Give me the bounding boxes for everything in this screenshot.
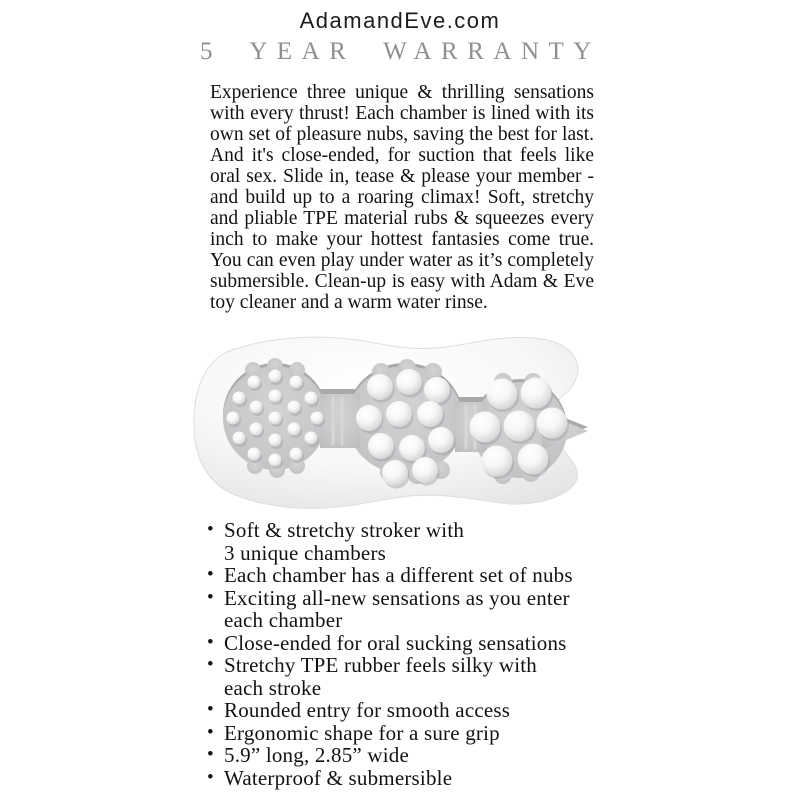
list-item	[207, 519, 607, 564]
bullet-dot: •	[207, 654, 214, 675]
site-title: AdamandEve.com	[299, 8, 501, 33]
bullet-dot: •	[207, 699, 214, 720]
description-line: And it's close-ended, for suction that feels like	[210, 145, 594, 166]
description-line: oral sex. Slide in, tease & please your member -	[210, 166, 594, 187]
bullet-dot: •	[207, 519, 214, 540]
list-item	[207, 564, 607, 587]
list-item	[207, 654, 607, 699]
warranty-banner: 5 YEAR WARRANTY	[200, 38, 601, 65]
description-line: and build up to a roaring climax! Soft, stretchy	[210, 187, 594, 208]
bullet-dot: •	[207, 744, 214, 765]
list-item	[207, 699, 607, 722]
feature-text: Each chamber has a different set of nubs	[224, 563, 573, 587]
cutaway-svg	[185, 330, 615, 515]
feature-text: Ergonomic shape for a sure grip	[224, 720, 500, 745]
feature-list	[207, 519, 607, 789]
feature-text: Close-ended for oral sucking sensations	[224, 630, 567, 655]
list-item	[207, 722, 607, 745]
feature-text: Waterproof & submersible	[224, 765, 453, 790]
bullet-dot: •	[207, 721, 214, 743]
description-line: Experience three unique & thrilling sensations	[210, 82, 594, 103]
list-item	[207, 587, 607, 632]
bullet-dot: •	[207, 766, 214, 788]
list-item	[207, 744, 607, 767]
bullet-dot: •	[207, 586, 214, 608]
description-line: with every thrust! Each chamber is lined with its	[210, 103, 594, 124]
feature-text: Soft & stretchy stroker with 3 unique chambers	[224, 518, 465, 565]
list-item	[207, 767, 607, 790]
product-description	[210, 82, 594, 313]
bullet-dot: •	[207, 564, 214, 585]
stroker-cutaway-illustration	[185, 330, 615, 515]
description-line: submersible. Clean-up is easy with Adam & Eve	[210, 271, 594, 292]
feature-text: Stretchy TPE rubber feels silky with each stroke	[224, 653, 538, 700]
description-line: You can even play under water as it’s completely	[210, 250, 594, 271]
description-line: own set of pleasure nubs, saving the best for last.	[210, 124, 594, 145]
feature-text: 5.9” long, 2.85” wide	[224, 743, 409, 767]
bullet-dot: •	[207, 631, 214, 653]
feature-text: Rounded entry for smooth access	[224, 698, 511, 722]
list-item	[207, 632, 607, 655]
description-line: toy cleaner and a warm water rinse.	[210, 292, 488, 313]
feature-text: Exciting all-new sensations as you enter each chamber	[224, 585, 570, 632]
description-line: and pliable TPE material rubs & squeezes every	[210, 208, 594, 229]
description-line: inch to make your hottest fantasies come true.	[210, 229, 594, 250]
